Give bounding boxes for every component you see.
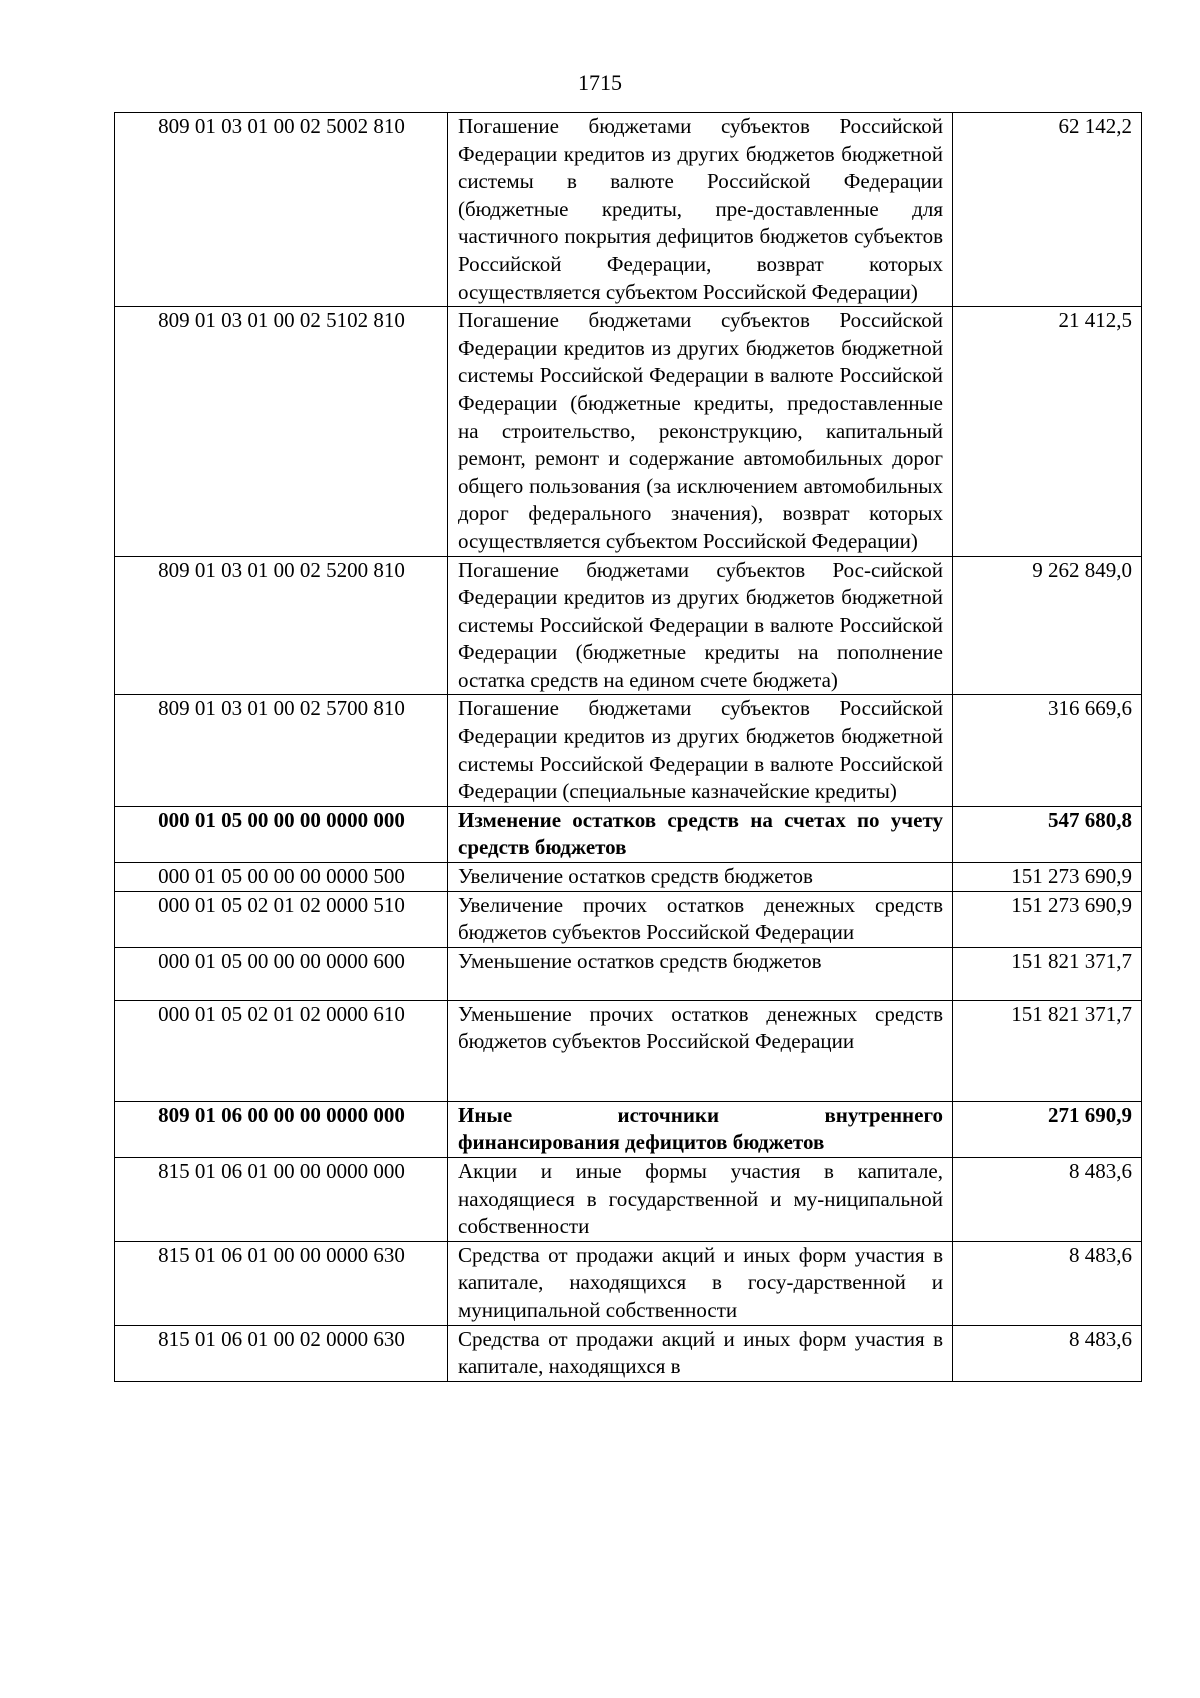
table-row bbox=[115, 1325, 1142, 1381]
row-amount: 151 273 690,9 bbox=[953, 891, 1142, 947]
row-amount: 151 821 371,7 bbox=[953, 947, 1142, 1000]
row-description: Погашение бюджетами субъектов Рос-сийской Федерации кредитов из других бюджетов бюджетной системы Российской Федерации в валюте Российской Федерации (бюджетные кредиты на пополнение остатка средств на едином счете бюджета) bbox=[448, 556, 953, 695]
row-amount: 8 483,6 bbox=[953, 1325, 1142, 1381]
budget-sources-table bbox=[114, 112, 1142, 1382]
row-code: 000 01 05 00 00 00 0000 600 bbox=[115, 947, 448, 1000]
row-code: 809 01 03 01 00 02 5102 810 bbox=[115, 307, 448, 556]
row-description-line: Иные источники внутреннего bbox=[458, 1102, 943, 1127]
row-amount: 9 262 849,0 bbox=[953, 556, 1142, 695]
table-row-section bbox=[115, 1101, 1142, 1157]
row-description: Увеличение остатков средств бюджетов bbox=[448, 863, 953, 892]
row-amount: 547 680,8 bbox=[953, 806, 1142, 862]
row-code: 815 01 06 01 00 00 0000 000 bbox=[115, 1158, 448, 1242]
row-code: 815 01 06 01 00 00 0000 630 bbox=[115, 1241, 448, 1325]
table-row bbox=[115, 695, 1142, 806]
row-amount: 8 483,6 bbox=[953, 1241, 1142, 1325]
row-description: Средства от продажи акций и иных форм участия в капитале, находящихся в bbox=[448, 1325, 953, 1381]
row-description: Увеличение прочих остатков денежных средств бюджетов субъектов Российской Федерации bbox=[448, 891, 953, 947]
row-amount: 8 483,6 bbox=[953, 1158, 1142, 1242]
row-description-line: финансирования дефицитов бюджетов bbox=[458, 1130, 825, 1155]
row-amount: 316 669,6 bbox=[953, 695, 1142, 806]
table-row bbox=[115, 891, 1142, 947]
row-description: Погашение бюджетами субъектов Российской Федерации кредитов из других бюджетов бюджетной системы в валюте Российской Федерации (бюджетные кредиты, пре-доставленные для частичного покрытия дефицитов бюджетов субъектов Российской Федерации, возврат которых осуществляется субъектом Российской Федерации) bbox=[448, 113, 953, 307]
row-code: 000 01 05 02 01 02 0000 510 bbox=[115, 891, 448, 947]
row-code: 000 01 05 02 01 02 0000 610 bbox=[115, 1000, 448, 1101]
row-code: 809 01 03 01 00 02 5200 810 bbox=[115, 556, 448, 695]
row-code: 809 01 03 01 00 02 5002 810 bbox=[115, 113, 448, 307]
table-row bbox=[115, 307, 1142, 556]
row-description bbox=[448, 1101, 953, 1157]
row-description: Уменьшение прочих остатков денежных средств бюджетов субъектов Российской Федерации bbox=[448, 1000, 953, 1101]
row-amount: 151 273 690,9 bbox=[953, 863, 1142, 892]
table-row-section bbox=[115, 806, 1142, 862]
row-amount: 151 821 371,7 bbox=[953, 1000, 1142, 1101]
table-row bbox=[115, 863, 1142, 892]
row-description: Уменьшение остатков средств бюджетов bbox=[448, 947, 953, 1000]
table-row bbox=[115, 1000, 1142, 1101]
row-description: Погашение бюджетами субъектов Российской Федерации кредитов из других бюджетов бюджетной системы Российской Федерации в валюте Российской Федерации (бюджетные кредиты, предоставленные на строительство, реконструкцию, капитальный ремонт, ремонт и содержание автомобильных дорог общего пользования (за исключением автомобильных дорог федерального значения), возврат которых осуществляется субъектом Российской Федерации) bbox=[448, 307, 953, 556]
row-code: 809 01 06 00 00 00 0000 000 bbox=[115, 1101, 448, 1157]
table-row bbox=[115, 556, 1142, 695]
table-row bbox=[115, 113, 1142, 307]
row-description: Погашение бюджетами субъектов Российской Федерации кредитов из других бюджетов бюджетной системы Российской Федерации в валюте Российской Федерации (специальные казначейские кредиты) bbox=[448, 695, 953, 806]
row-code: 815 01 06 01 00 02 0000 630 bbox=[115, 1325, 448, 1381]
row-amount: 62 142,2 bbox=[953, 113, 1142, 307]
table-row bbox=[115, 1241, 1142, 1325]
row-code: 809 01 03 01 00 02 5700 810 bbox=[115, 695, 448, 806]
row-amount: 271 690,9 bbox=[953, 1101, 1142, 1157]
table-row bbox=[115, 947, 1142, 1000]
row-description: Акции и иные формы участия в капитале, находящиеся в государственной и му-ниципальной собственности bbox=[448, 1158, 953, 1242]
row-code: 000 01 05 00 00 00 0000 500 bbox=[115, 863, 448, 892]
page-number: 1715 bbox=[578, 70, 622, 95]
row-amount: 21 412,5 bbox=[953, 307, 1142, 556]
table-row bbox=[115, 1158, 1142, 1242]
row-description: Изменение остатков средств на счетах по учету средств бюджетов bbox=[448, 806, 953, 862]
row-description: Средства от продажи акций и иных форм участия в капитале, находящихся в госу-дарственной и муниципальной собственности bbox=[448, 1241, 953, 1325]
row-code: 000 01 05 00 00 00 0000 000 bbox=[115, 806, 448, 862]
